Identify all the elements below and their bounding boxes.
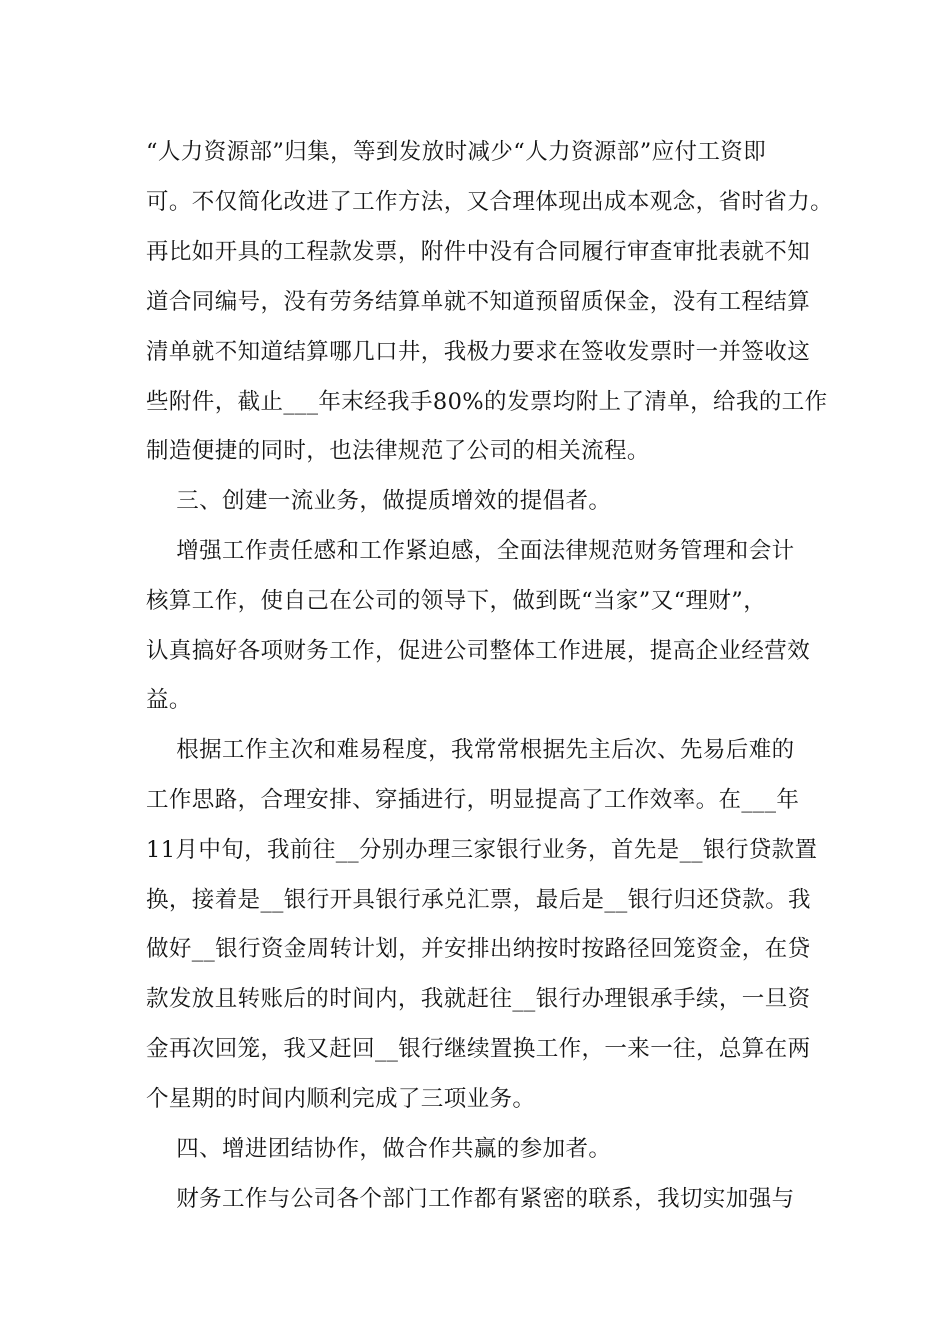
text-line: 增强工作责任感和工作紧迫感，全面法律规范财务管理和会计	[146, 538, 795, 564]
section-heading: 四、增进团结协作，做合作共赢的参加者。	[146, 1136, 612, 1162]
text-line: 个星期的时间内顺利完成了三项业务。	[146, 1086, 536, 1112]
text-line: 道合同编号，没有劳务结算单就不知道预留质保金，没有工程结算	[146, 289, 811, 315]
text-line: “人力资源部”归集，等到发放时减少“人力资源部”应付工资即	[146, 139, 767, 165]
text-line: 些附件，截止___年末经我手80%的发票均附上了清单，给我的工作	[146, 389, 828, 415]
text-line: 清单就不知道结算哪几口井，我极力要求在签收发票时一并签收这	[146, 339, 811, 365]
text-line: 工作思路，合理安排、穿插进行，明显提高了工作效率。在___年	[146, 787, 800, 813]
text-line: 做好__银行资金周转计划，并安排出纳按时按路径回笼资金，在贷	[146, 936, 811, 962]
text-line: 财务工作与公司各个部门工作都有紧密的联系，我切实加强与	[146, 1186, 795, 1212]
text-line: 制造便捷的同时，也法律规范了公司的相关流程。	[146, 438, 650, 464]
text-line: 益。	[146, 687, 192, 713]
text-line: 再比如开具的工程款发票，附件中没有合同履行审查审批表就不知	[146, 239, 811, 265]
text-line: 认真搞好各项财务工作，促进公司整体工作进展，提高企业经营效	[146, 638, 811, 664]
text-line: 11月中旬，我前往__分别办理三家银行业务，首先是__银行贷款置	[146, 837, 818, 863]
section-heading: 三、创建一流业务，做提质增效的提倡者。	[146, 488, 612, 514]
text-line: 核算工作，使自己在公司的领导下，做到既“当家”又“理财”，	[146, 588, 767, 614]
text-line: 金再次回笼，我又赶回__银行继续置换工作，一来一往，总算在两	[146, 1036, 811, 1062]
text-line: 款发放且转账后的时间内，我就赶往__银行办理银承手续，一旦资	[146, 986, 811, 1012]
text-line: 换，接着是__银行开具银行承兑汇票，最后是__银行归还贷款。我	[146, 887, 811, 913]
text-line: 根据工作主次和难易程度，我常常根据先主后次、先易后难的	[146, 737, 795, 763]
text-line: 可。不仅简化改进了工作方法，又合理体现出成本观念，省时省力。	[146, 189, 834, 215]
